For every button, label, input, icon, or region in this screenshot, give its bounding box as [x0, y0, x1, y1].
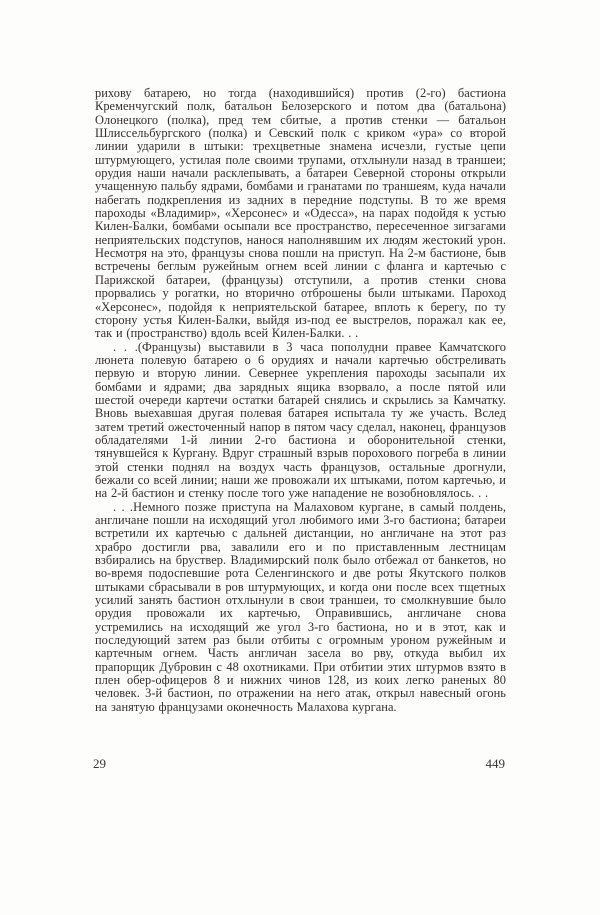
- page-number-right: 449: [485, 756, 505, 771]
- paragraph: . . .(Французы) выставили в 3 часа пополудни правее Камчатского люнета полевую батарею о 6 орудиях и начали картечью обстреливать первую и вторую линии. Севернее укрепления пароходы засыпали их бомбами и ядрами; два зарядных ящика взорвало, а после пятой или шестой очереди картечи остатки батарей снялись и скрылись за Камчатку. Вновь выехавшая другая полевая батарея испытала ту же участь. Вслед затем третий ожесточенный напор в пятом часу сделал, наконец, французов обладателями 1-й линии 2-го бастиона и оборонительной стенки, тянувшейся к Кургану. Вдруг страшный взрыв порохового погреба в линии этой стенки поднял на воздух часть французов, остальные дрогнули, бежали со всей линии; наши же провожали их штыками, потом картечью, и на 2-й бастион и стенку после того уже нападение не возобновлялось. . .: [95, 339, 506, 501]
- page-footer: [93, 756, 505, 771]
- paragraph-continued: рихову батарею, но тогда (находившийся) против (2-го) бастиона Кременчугский полк, батальон Белозерского и потом два (батальона) Олонецкого (полка), пред тем сбитые, а против стенки — батальон Шлиссельбургского (полка) и Севский полк с криком «ура» со второй линии ударили в штыки: трехцветные знамена исчезли, густые цепи штурмующего, устилая поле своими трупами, отхлынули назад в траншеи; орудия наши начали расклепывать, а батареи Северной стороны открыли учащенную пальбу ядрами, бомбами и гранатами по траншеям, куда начали набегать подкрепления из задних в передние подступы. В то же время пароходы «Владимир», «Херсонес» и «Одесса», на парах подойдя к устью Килен-Балки, бомбами осыпали все пространство, пересеченное зигзагами неприятельских подступов, нанося наполнявшим их людям жестокий урон. Несмотря на это, французы снова пошли на приступ. На 2-м бастионе, быв встречены беглым ружейным огнем всей линии с фланга и картечью с Парижской батареи, (французы) отступили, а против стенки снова прорвались у рогатки, но вторично отброшены были штыками. Пароход «Херсонес», подойдя к неприятельской батарее, вплоть к берегу, по ту сторону устья Килен-Балки, выйдя из-под ее выстрелов, поражал как ее, так и (пространство) вдоль всей Килен-Балки. . .: [95, 86, 506, 341]
- paragraph: . . .Немного позже приступа на Малаховом кургане, в самый полдень, англичане пошли на исходящий угол любимого ими 3-го бастиона; батареи встретили их картечью с дальней дистанции, но англичане на этот раз храбро достигли рва, завалили его и по приставленным лестницам взбирались на бруствер. Владимирский полк было отбежал от банкетов, но во-время подоспевшие рота Селенгинского и две роты Якутского полков штыками сбрасывали в ров штурмующих, и когда они после всех тщетных усилий занять бастион отхлынули в свои траншеи, то смолкнувшие было орудия провожали их картечью, Оправившись, англичане снова устремились на исходящий же угол 3-го бастиона, но и в этот, как и последующий затем раз были отбиты с огромным уроном ружейным и картечным огнем. Часть англичан засела во рву, откуда выбил их прапорщик Дубровин с 48 охотниками. При отбитии этих штурмов взято в плен обер-офицеров 8 и нижних чинов 128, из коих легко раненых 80 человек. 3-й бастион, по отражении на него атак, открыл навесный огонь на занятую французами оконечность Малахова кургана.: [95, 499, 506, 714]
- page-text-block: [95, 87, 506, 714]
- page-number-left: 29: [93, 756, 106, 771]
